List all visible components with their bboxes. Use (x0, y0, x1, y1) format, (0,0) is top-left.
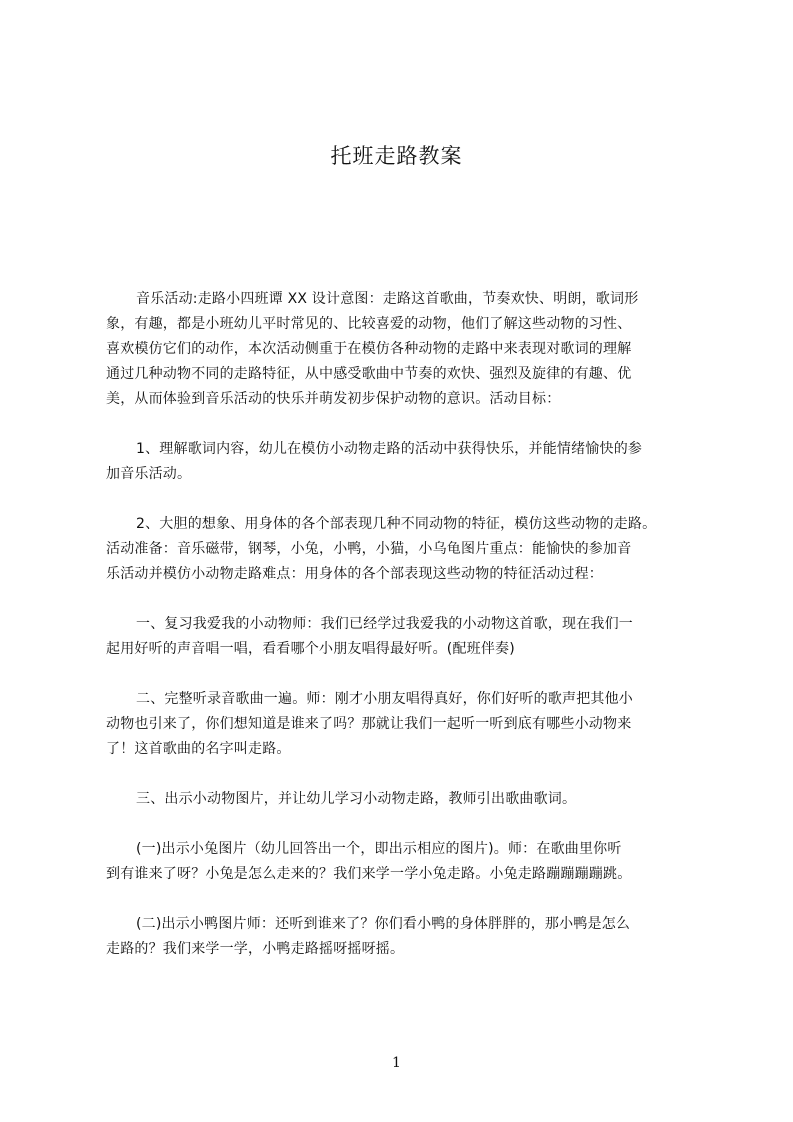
text-line: 象，有趣，都是小班幼儿平时常见的、比较喜爱的动物，他们了解这些动物的习性、 (106, 316, 632, 332)
text-line: 二、完整听录音歌曲一遍。师：刚才小朋友唱得真好，你们好听的歌声把其他小 (136, 691, 633, 707)
text-line: 动物也引来了，你们想知道是谁来了吗？那就让我们一起听一听到底有哪些小动物来 (106, 716, 632, 732)
page-number: 1 (392, 1055, 401, 1071)
paragraph-substep-2 (106, 912, 718, 962)
text-line: 了！这首歌曲的名字叫走路。 (106, 741, 291, 757)
text-line: 美，从而体验到音乐活动的快乐并萌发初步保护动物的意识。活动目标： (106, 391, 561, 407)
text-line: 到有谁来了呀？小兔是怎么走来的？我们来学一学小兔走路。小兔走路蹦蹦蹦蹦跳。 (106, 866, 632, 882)
text-line: 一、复习我爱我的小动物师：我们已经学过我爱我的小动物这首歌，现在我们一 (136, 616, 633, 632)
text-line: (一)出示小兔图片（幼儿回答出一个，即出示相应的图片)。师：在歌曲里你听 (136, 841, 622, 857)
paragraph-step-3 (106, 787, 718, 812)
text-line: 乐活动并模仿小动物走路难点：用身体的各个部表现这些动物的特征活动过程： (106, 566, 603, 582)
paragraph-design-intent (106, 287, 718, 412)
text-line: (二)出示小鸭图片师：还听到谁来了？你们看小鸭的身体胖胖的，那小鸭是怎么 (136, 916, 631, 932)
paragraph-step-2 (106, 687, 718, 762)
paragraph-step-1 (106, 612, 718, 662)
paragraph-goal-1 (106, 437, 718, 487)
text-line: 2、大胆的想象、用身体的各个部表现几种不同动物的特征，模仿这些动物的走路。 (136, 516, 657, 532)
paragraph-substep-1 (106, 837, 718, 887)
page-title: 托班走路教案 (330, 144, 463, 168)
document-body (106, 287, 718, 987)
text-line: 音乐活动:走路小四班谭 XX 设计意图：走路这首歌曲，节奏欢快、明朗，歌词形 (136, 291, 639, 307)
text-line: 活动准备：音乐磁带，钢琴，小兔，小鸭，小猫，小乌龟图片重点：能愉快的参加音 (106, 541, 632, 557)
paragraph-goal-2 (106, 512, 718, 587)
text-line: 起用好听的声音唱一唱，看看哪个小朋友唱得最好听。(配班伴奏) (106, 641, 515, 657)
text-line: 三、出示小动物图片，并让幼儿学习小动物走路，教师引出歌曲歌词。 (136, 791, 577, 807)
text-line: 加音乐活动。 (106, 466, 192, 482)
text-line: 走路的？我们来学一学，小鸭走路摇呀摇呀摇。 (106, 941, 405, 957)
text-line: 喜欢模仿它们的动作，本次活动侧重于在模仿各种动物的走路中来表现对歌词的理解 (106, 341, 632, 357)
text-line: 1、理解歌词内容，幼儿在模仿小动物走路的活动中获得快乐，并能情绪愉快的参 (136, 441, 643, 457)
text-line: 通过几种动物不同的走路特征，从中感受歌曲中节奏的欢快、强烈及旋律的有趣、优 (106, 366, 632, 382)
